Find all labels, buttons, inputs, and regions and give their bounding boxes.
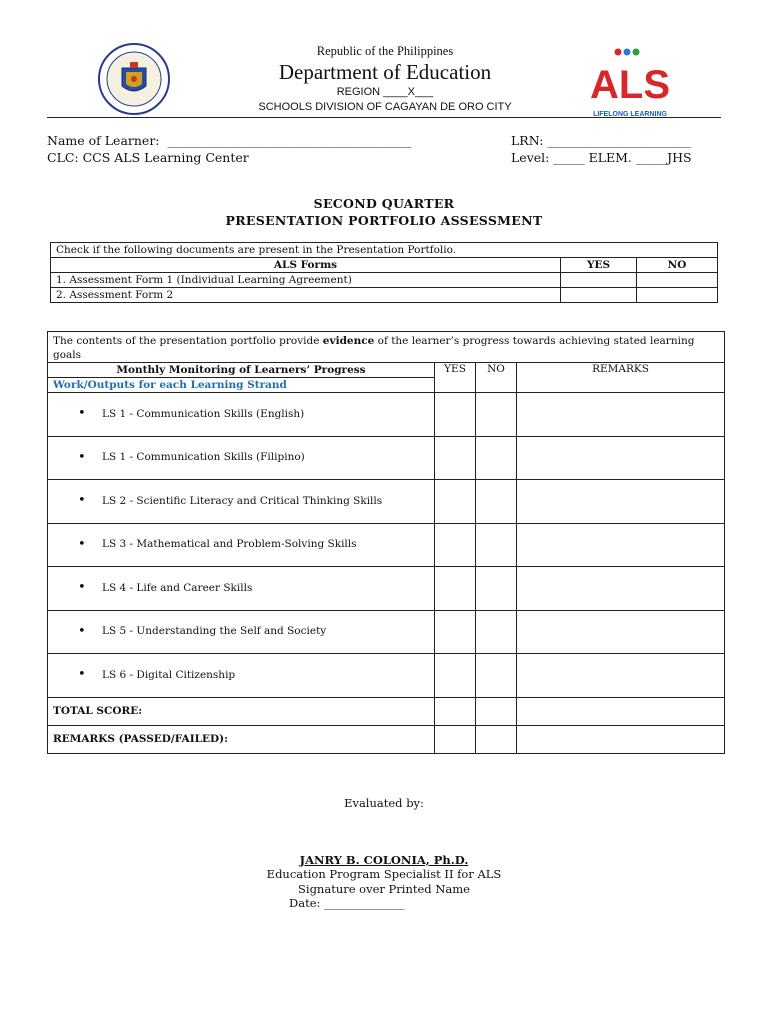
monitoring-header-row [48,363,725,378]
bullet-icon: • [78,536,86,552]
no-cell[interactable] [476,610,517,654]
monitoring-intro [48,332,725,363]
yes-cell[interactable] [435,436,476,480]
lrn-field[interactable]: LRN: _______________________ [511,133,692,148]
table-row [48,436,725,480]
intro-text-start: The contents of the presentation portfolio provide [53,334,323,347]
form-no-cell[interactable] [637,288,718,303]
form-row-label: 2. Assessment Form 2 [51,288,561,303]
strand-label: LS 1 - Communication Skills (Filipino) [102,451,305,464]
evaluator-name: JANRY B. COLONIA, Ph.D. [299,853,469,867]
no-header: NO [476,363,517,393]
total-score-label: TOTAL SCORE: [48,697,435,725]
final-remarks-label: REMARKS (PASSED/FAILED): [48,725,435,753]
strand-label: LS 4 - Life and Career Skills [102,581,253,594]
strand-cell [48,523,435,567]
document-header [0,0,768,120]
remarks-cell[interactable] [517,567,725,611]
strand-cell [48,654,435,698]
quarter-title: SECOND QUARTER [313,196,455,211]
strand-cell [48,567,435,611]
remarks-cell[interactable] [517,393,725,437]
forms-instruction: Check if the following documents are present in the Presentation Portfolio. [51,243,718,258]
table-row [48,567,725,611]
forms-instruction-row [51,243,718,258]
department-title: Department of Education [278,60,492,84]
republic-title: Republic of the Philippines [316,44,454,58]
yes-cell[interactable] [435,393,476,437]
final-yes-cell[interactable] [435,725,476,753]
form-row-label: 1. Assessment Form 1 (Individual Learning Agreement) [51,273,561,288]
yes-header: YES [435,363,476,393]
total-remarks-cell[interactable] [517,697,725,725]
strand-label: LS 3 - Mathematical and Problem-Solving Skills [102,538,357,551]
table-row [48,393,725,437]
signature-caption: Signature over Printed Name [298,882,470,896]
final-remarks-row [48,725,725,753]
strand-cell [48,393,435,437]
als-logo [590,46,670,120]
no-cell[interactable] [476,480,517,524]
region-line: REGION ____X___ [336,86,434,98]
strand-label: LS 5 - Understanding the Self and Society [102,625,327,638]
total-score-row [48,697,725,725]
strand-cell [48,480,435,524]
yes-cell[interactable] [435,523,476,567]
no-cell[interactable] [476,523,517,567]
table-row [51,273,718,288]
header-divider [47,117,721,118]
bullet-icon: • [78,580,86,595]
no-cell[interactable] [476,567,517,611]
remarks-cell[interactable] [517,436,725,480]
monitoring-header: Monthly Monitoring of Learners’ Progress [48,363,435,378]
als-forms-table [50,242,718,303]
remarks-cell[interactable] [517,654,725,698]
forms-header-row [51,258,718,273]
forms-header-als: ALS Forms [51,258,561,273]
table-row [48,480,725,524]
total-no-cell[interactable] [476,697,517,725]
bullet-icon: • [78,406,86,421]
table-row [48,523,725,567]
forms-header-yes: YES [561,258,637,273]
strand-label: LS 1 - Communication Skills (English) [102,407,305,420]
evaluated-by-label: Evaluated by: [344,796,424,810]
no-cell[interactable] [476,393,517,437]
strand-cell [48,610,435,654]
remarks-cell[interactable] [517,480,725,524]
strand-label: LS 6 - Digital Citizenship [102,668,236,681]
table-row [51,288,718,303]
form-no-cell[interactable] [637,273,718,288]
final-no-cell[interactable] [476,725,517,753]
monitoring-table [47,331,725,754]
learner-name-field[interactable]: Name of Learner: _______________________________________ [47,133,412,148]
remarks-cell[interactable] [517,523,725,567]
remarks-header: REMARKS [517,363,725,393]
assessment-title: PRESENTATION PORTFOLIO ASSESSMENT [225,213,543,228]
intro-text-evidence: evidence [322,334,375,347]
intro-text-end: of the learner’s progress towards achieving stated learning goals [53,334,695,361]
remarks-cell[interactable] [517,610,725,654]
bullet-icon: • [78,493,86,508]
form-yes-cell[interactable] [561,273,637,288]
table-row [48,654,725,698]
table-row [48,610,725,654]
date-field[interactable]: Date: ______________ [289,896,405,910]
als-logo-tagline: LIFELONG LEARNING [593,111,667,118]
monitoring-intro-row [48,332,725,363]
forms-header-no: NO [637,258,718,273]
no-cell[interactable] [476,436,517,480]
bullet-icon: • [78,449,86,465]
final-remarks-cell[interactable] [517,725,725,753]
yes-cell[interactable] [435,480,476,524]
form-yes-cell[interactable] [561,288,637,303]
division-line: SCHOOLS DIVISION OF CAGAYAN DE ORO CITY [258,101,512,113]
als-logo-letters: ALS [590,63,670,107]
clc-line: CLC: CCS ALS Learning Center [47,150,249,165]
total-yes-cell[interactable] [435,697,476,725]
deped-seal-logo [97,42,171,116]
level-field[interactable]: Level: _____ ELEM. _____JHS [511,150,692,165]
no-cell[interactable] [476,654,517,698]
yes-cell[interactable] [435,654,476,698]
evaluator-position: Education Program Specialist II for ALS [266,867,502,881]
yes-cell[interactable] [435,610,476,654]
strand-label: LS 2 - Scientific Literacy and Critical Thinking Skills [102,494,383,507]
bullet-icon: • [78,623,86,639]
strand-cell [48,436,435,480]
bullet-icon: • [78,667,86,682]
yes-cell[interactable] [435,567,476,611]
learning-strand-subheader: Work/Outputs for each Learning Strand [48,378,435,393]
